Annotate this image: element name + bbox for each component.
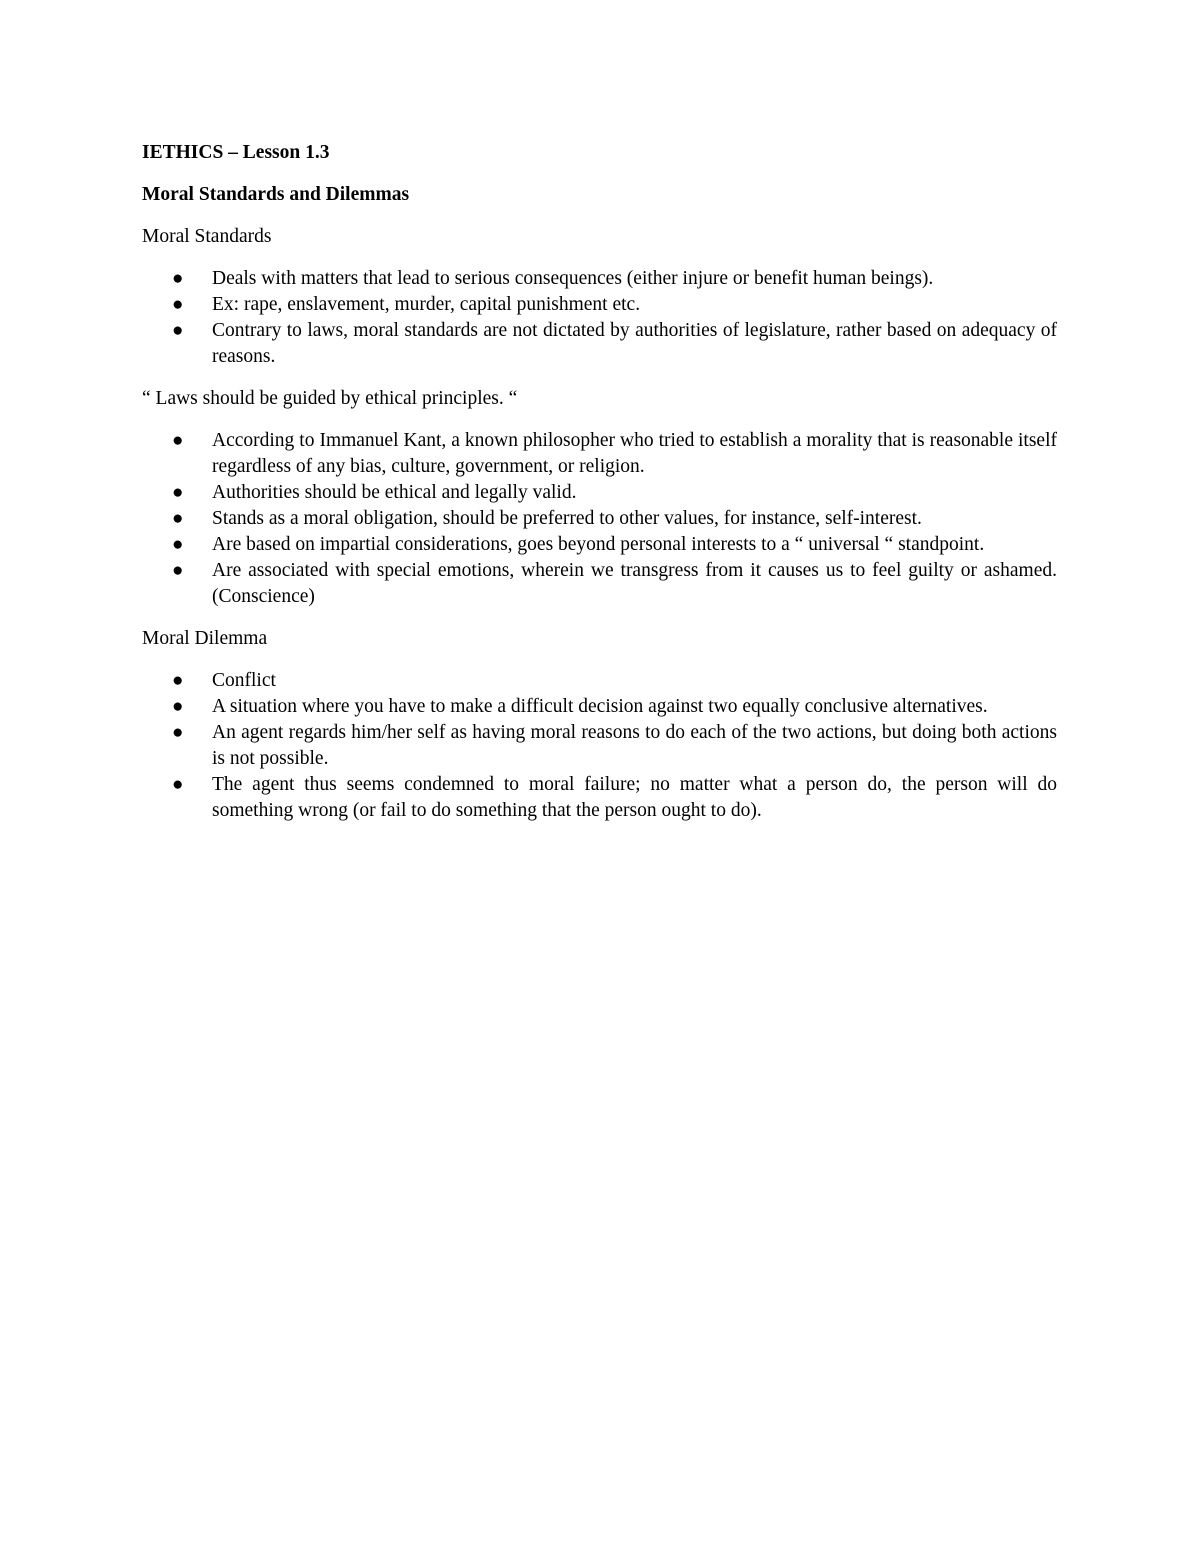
list-item: ● Authorities should be ethical and legally valid. (142, 480, 1057, 506)
list-item: ● An agent regards him/her self as having moral reasons to do each of the two actions, but doing both actions is not possible. (172, 722, 1057, 769)
list-item: ● Are based on impartial considerations, goes beyond personal interests to a “ universal “ standpoint. (142, 532, 1057, 558)
quote-list (142, 428, 1057, 610)
document-subtitle: Moral Standards and Dilemmas (142, 184, 410, 205)
list-item: ● Are associated with special emotions, wherein we transgress from it causes us to feel guilty or ashamed. (Conscience) (172, 560, 1057, 607)
list-item: ● Ex: rape, enslavement, murder, capital punishment etc. (142, 292, 1057, 318)
list-item: ● The agent thus seems condemned to moral failure; no matter what a person do, the person will do something wrong (or fail to do something that the person ought to do). (172, 774, 1057, 821)
quote-text: “ Laws should be guided by ethical principles. “ (142, 388, 518, 409)
moral-dilemma-list (142, 668, 1057, 824)
list-item: ● Deals with matters that lead to serious consequences (either injure or benefit human beings). (142, 266, 1057, 292)
bullet-icon: ● (172, 508, 184, 529)
bullet-icon: ● (172, 696, 184, 717)
list-item: ● Stands as a moral obligation, should be preferred to other values, for instance, self-interest. (142, 506, 1057, 532)
section-label-moral-dilemma: Moral Dilemma (142, 628, 268, 649)
list-item: ● Conflict (142, 668, 1057, 694)
bullet-icon: ● (172, 320, 184, 341)
bullet-icon: ● (172, 268, 184, 289)
list-item: ● Contrary to laws, moral standards are not dictated by authorities of legislature, rather based on adequacy of reasons. (172, 320, 1057, 367)
bullet-icon: ● (172, 722, 184, 743)
bullet-icon: ● (172, 774, 184, 795)
moral-standards-list (142, 266, 1057, 370)
bullet-icon: ● (172, 534, 184, 555)
bullet-icon: ● (172, 294, 184, 315)
document-title: IETHICS – Lesson 1.3 (142, 142, 330, 163)
list-item: ● According to Immanuel Kant, a known philosopher who tried to establish a morality that is reasonable itself regardless of any bias, culture, government, or religion. (172, 430, 1057, 477)
bullet-icon: ● (172, 560, 184, 581)
bullet-icon: ● (172, 670, 184, 691)
document-page (142, 140, 1057, 840)
section-label-moral-standards: Moral Standards (142, 226, 272, 247)
bullet-icon: ● (172, 430, 184, 451)
bullet-icon: ● (172, 482, 184, 503)
list-item: ● A situation where you have to make a difficult decision against two equally conclusive alternatives. (142, 694, 1057, 720)
